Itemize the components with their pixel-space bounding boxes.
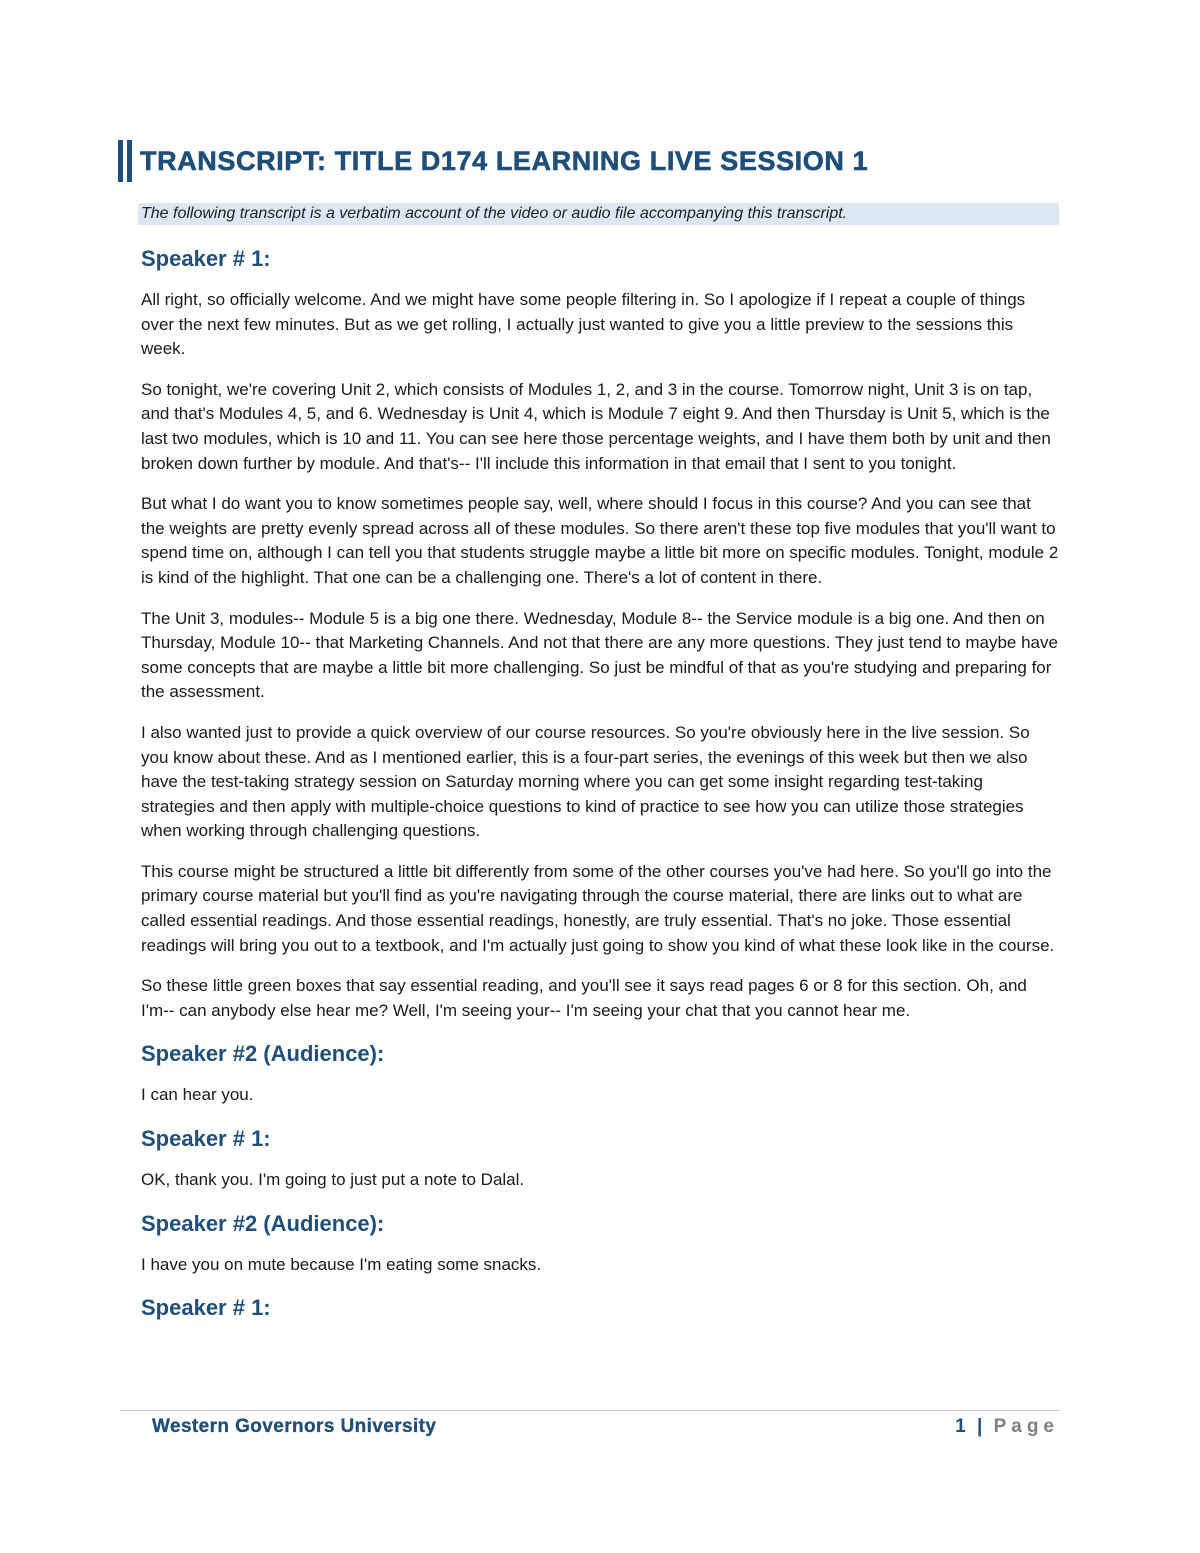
transcript-paragraph: I have you on mute because I'm eating some snacks. xyxy=(141,1254,542,1274)
transcript-body xyxy=(141,244,1059,1337)
transcript-paragraph: I can hear you. xyxy=(141,1085,254,1105)
page-label: Page xyxy=(993,1416,1059,1437)
title-accent-bar xyxy=(127,140,132,182)
transcript-paragraph: The Unit 3, modules-- Module 5 is a big one there. Wednesday, Module 8-- the Service module is a big one. And then on Thursday, Module 10-- that Marketing Channels. And not that there are any more questions. They just tend to maybe have some concepts that are maybe a little bit more challenging. So just be mindful of that as you're studying and preparing for the assessment. xyxy=(141,608,1058,702)
transcript-paragraph: I also wanted just to provide a quick overview of our course resources. So you're obviously here in the live session. So you know about these. And as I mentioned earlier, this is a four-part series, the evenings of this week but then we also have the test-taking strategy session on Saturday morning where you can get some insight regarding test-taking strategies and then apply with multiple-choice questions to kind of practice to see how you can utilize those strategies when working through challenging questions. xyxy=(141,722,1030,841)
transcript-paragraph: OK, thank you. I'm going to just put a note to Dalal. xyxy=(141,1170,525,1190)
transcript-paragraph: So these little green boxes that say essential reading, and you'll see it says read pages 6 or 8 for this section. Oh, and I'm-- can anybody else hear me? Well, I'm seeing your-- I'm seeing your chat that you cannot hear me. xyxy=(141,976,1027,1020)
document-title: TRANSCRIPT: TITLE D174 LEARNING LIVE SESSION 1 xyxy=(140,145,869,176)
transcript-paragraph: All right, so officially welcome. And we might have some people filtering in. So I apologize if I repeat a couple of things over the next few minutes. But as we get rolling, I actually just wanted to give you a little preview to the sessions this week. xyxy=(141,290,1026,359)
document-title-block xyxy=(118,140,1078,182)
transcript-paragraph: So tonight, we're covering Unit 2, which consists of Modules 1, 2, and 3 in the course. Tomorrow night, Unit 3 is on tap, and that's Modules 4, 5, and 6. Wednesday is Unit 4, which is Module 7 eight 9. And then Thursday is Unit 5, which is the last two modules, which is 10 and 11. You can see here those percentage weights, and I have them both by unit and then broken down further by module. And that's-- I'll include this information in that email that I sent to you tonight. xyxy=(141,379,1051,473)
footer-page-indicator xyxy=(955,1416,1059,1438)
footer-institution: Western Governors University xyxy=(152,1416,437,1437)
page-number: 1 xyxy=(955,1416,969,1437)
page-separator: | xyxy=(976,1416,986,1437)
title-accent-bar xyxy=(118,140,123,182)
title-accent-bars xyxy=(118,140,132,182)
footer-divider xyxy=(120,1410,1060,1411)
speaker-heading: Speaker # 1: xyxy=(141,246,271,271)
speaker-heading: Speaker # 1: xyxy=(141,1126,271,1152)
speaker-heading: Speaker #2 (Audience): xyxy=(141,1210,385,1236)
transcript-note: The following transcript is a verbatim account of the video or audio file accompanying this transcript. xyxy=(138,203,1059,225)
transcript-paragraph: This course might be structured a little bit differently from some of the other courses you've had here. So you'll go into the primary course material but you'll find as you're navigating through the course material, there are links out to what are called essential readings. And those essential readings, honestly, are truly essential. That's no joke. Those essential readings will bring you out to a textbook, and I'm actually just going to show you kind of what these look like in the course. xyxy=(141,861,1055,955)
transcript-paragraph: But what I do want you to know sometimes people say, well, where should I focus in this course? And you can see that the weights are pretty evenly spread across all of these modules. So there aren't these top five modules that you'll want to spend time on, although I can tell you that students struggle maybe a little bit more on specific modules. Tonight, module 2 is kind of the highlight. That one can be a challenging one. There's a lot of content in there. xyxy=(141,494,1059,587)
speaker-heading: Speaker # 1: xyxy=(141,1295,271,1321)
speaker-heading: Speaker #2 (Audience): xyxy=(141,1041,385,1067)
